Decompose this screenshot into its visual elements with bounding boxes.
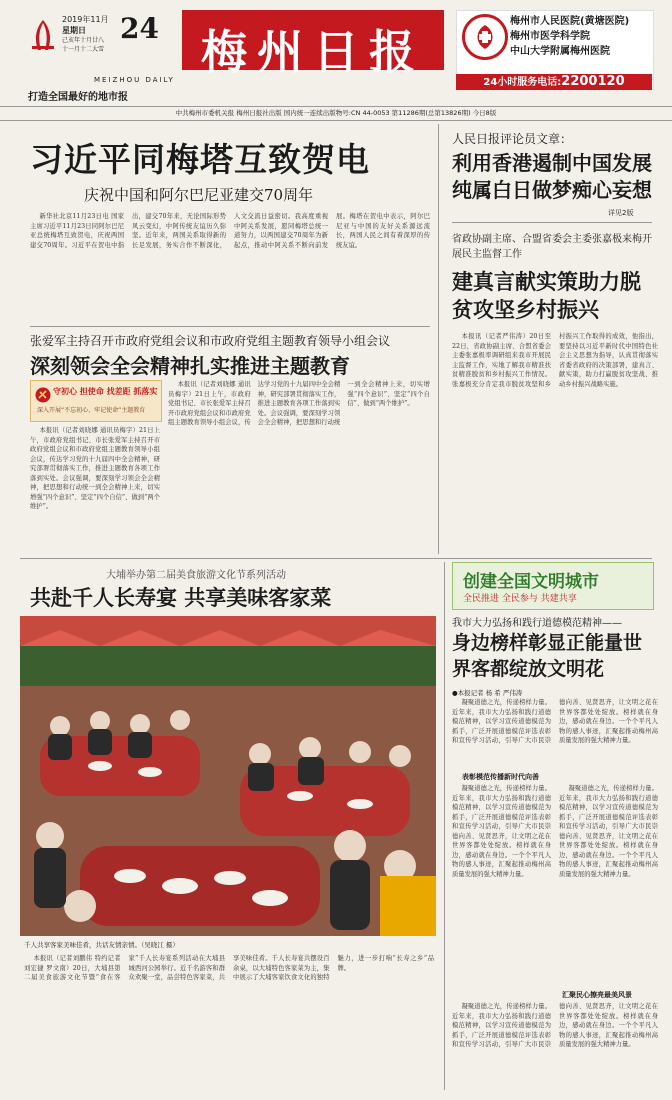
civilization-body-text: 凝聚道德之光，传递榜样力量。近年来，我市大力弘扬和践行道德模范精神，以学习宣传道德模范为抓手，广泛开展道德模范评选表彰和宣传学习活动，引导广大市民崇德向善、见贤思齐，让文明之花在世界客都处处绽放。榜样就在身边，感动就在身边。一个个平凡人物的感人事迹，汇聚起推动梅州高质量发展的强大精神力量。 bbox=[452, 699, 658, 744]
second-body-text: 本报讯（记者严伟涛）20日至22日，省政协副主席、合盟省委会主委张嘉极率调研组来我市开展民主监督工作，实地了解我市精准扶贫精准脱贫和乡村振兴工作情况。张嘉极充分肯定我市脱贫攻坚和乡村振兴工作取得的成效，他指出，要坚持以习近平新时代中国特色社会主义思想为指导，认真贯彻落实省委省政府的决策部署，建真言、献实策，助力打赢脱贫攻坚战、推动乡村振兴战略实施。 bbox=[452, 333, 658, 388]
banner-main-text: 守初心 担使命 找差距 抓落实 bbox=[53, 387, 158, 396]
lead-body bbox=[30, 212, 430, 320]
civilized-banner-main: 创建全国文明城市 bbox=[463, 572, 599, 592]
civilization-body-text-4: 凝聚道德之光，传递榜样力量。近年来，我市大力弘扬和践行道德模范精神，以学习宣传道德模范为抓手，广泛开展道德模范评选表彰和宣传学习活动，引导广大市民崇德向善、见贤思齐，让文明之花在世界客都处处绽放。榜样就在身边，感动就在身边。一个个平凡人物的感人事迹，汇聚起推动梅州高质量发展的强大精神力量。 bbox=[452, 1003, 658, 1048]
hotline-number: 2200120 bbox=[561, 74, 625, 89]
third-headline: 深刻领会全会精神扎实推进主题教育 bbox=[30, 354, 350, 378]
hospital-names bbox=[510, 14, 629, 59]
newspaper-title: 梅州日报 bbox=[201, 25, 425, 79]
column-divider bbox=[444, 562, 445, 1090]
feature-body bbox=[24, 954, 434, 1090]
second-kicker: 省政协副主席、合盟省委会主委张嘉极来梅开展民主监督工作 bbox=[452, 234, 652, 260]
masthead bbox=[0, 0, 672, 104]
civilization-headline: 身边榜样彰显正能量世界客都绽放文明花 bbox=[452, 632, 643, 680]
third-kicker: 张爱军主持召开市政府党组会议和市政府党组主题教育领导小组会议 bbox=[30, 334, 391, 348]
civilization-section-heading-1: 表彰模范传播新时代向善 bbox=[462, 773, 539, 781]
newspaper-slogan: 打造全国最好的地市报 bbox=[28, 92, 128, 103]
commentary-see-page[interactable]: 详见2版 bbox=[608, 209, 634, 217]
photo-caption: 千人共享客家美味佳肴，共话友情亲情。（吴晓江 摄） bbox=[24, 941, 179, 949]
feature-kicker: 大埔举办第二届美食旅游文化节系列活动 bbox=[106, 570, 286, 581]
commentary-headline: 利用香港遏制中国发展纯属白日做梦痴心妄想 bbox=[452, 151, 652, 202]
newspaper-title-box bbox=[182, 10, 444, 79]
second-headline: 建真言献实策助力脱贫攻坚乡村振兴 bbox=[452, 269, 641, 322]
civilization-byline: ●本报记者 杨 希 严伟涛 bbox=[452, 689, 523, 697]
publication-info-bar: 中共梅州市委机关报 梅州日报社出版 国内统一连续出版物号:CN 44-0053 第11286期(总第13826期) 今日8版 bbox=[0, 106, 672, 121]
hospital-name-1: 梅州市人民医院(黄塘医院) bbox=[510, 16, 630, 27]
civilization-body-middle bbox=[452, 784, 658, 984]
date-year-month: 2019年11月 bbox=[62, 15, 109, 24]
feature-headline: 共赴千人长寿宴 共享美味客家菜 bbox=[30, 585, 332, 610]
theme-education-banner bbox=[30, 380, 162, 422]
hospital-name-3: 中山大学附属梅州医院 bbox=[510, 46, 610, 57]
civilization-body-text-3: 凝聚道德之光，传递榜样力量。近年来，我市大力弘扬和践行道德模范精神，以学习宣传道德模范为抓手，广泛开展道德模范评选表彰和宣传学习活动，引导广大市民崇德向善、见贤思齐，让文明之花在世界客都处处绽放。榜样就在身边，感动就在身边。一个个平凡人物的感人事迹，汇聚起推动梅州高质量发展的强大精神力量。 bbox=[559, 785, 658, 878]
third-body-right bbox=[168, 380, 430, 552]
civilization-kicker: 我市大力弘扬和践行道德模范精神—— bbox=[452, 618, 622, 629]
date-block bbox=[62, 14, 109, 54]
civilization-body-text-2: 凝聚道德之光，传递榜样力量。近年来，我市大力弘扬和践行道德模范精神，以学习宣传道德模范为抓手，广泛开展道德模范评选表彰和宣传学习活动，引导广大市民崇德向善、见贤思齐，让文明之花在世界客都处处绽放。榜样就在身边，感动就在身边。一个个平凡人物的感人事迹，汇聚起推动梅州高质量发展的强大精神力量。 bbox=[452, 785, 551, 878]
hospital-hotline bbox=[456, 74, 652, 90]
commentary-kicker: 人民日报评论员文章： bbox=[452, 132, 573, 146]
lunar-date: 己亥年十月廿八 bbox=[62, 37, 105, 44]
banquet-photo bbox=[20, 616, 436, 936]
party-emblem-icon bbox=[35, 387, 51, 403]
divider bbox=[30, 326, 430, 327]
column-divider bbox=[438, 124, 439, 554]
lead-subheadline: 庆祝中国和阿尔巴尼亚建交70周年 bbox=[84, 186, 314, 204]
second-body bbox=[452, 332, 658, 552]
hospital-name-2: 梅州市医学科学院 bbox=[510, 31, 590, 42]
hotline-label: 24小时服务电话: bbox=[483, 77, 562, 88]
newspaper-pinyin: MEIZHOU DAILY bbox=[94, 76, 175, 84]
civilized-city-banner bbox=[452, 562, 654, 610]
newspaper-logo-icon bbox=[30, 18, 56, 52]
feature-body-text: 本报讯（记者刘鹏伟 特约记者刘宏捷 罗文南）20日，大埔县第二届美食旅游文化节暨“食在客家”千人长寿宴系列活动在大埔县城西河公园举行。近千名游客和群众欢聚一堂，品尝特色客家菜，共享美味佳肴。千人长寿宴共摆设百余桌，以大埔特色客家菜为主，集中展示了大埔客家饮食文化的独特魅力，进一步打响“长寿之乡”品牌。 bbox=[24, 955, 434, 981]
divider bbox=[452, 222, 652, 223]
date-weekday: 星期日 bbox=[62, 26, 86, 35]
third-body-left bbox=[30, 426, 160, 552]
civilization-body-bottom bbox=[452, 1002, 658, 1092]
banner-sub-text: 深入开展“不忘初心、牢记使命”主题教育 bbox=[37, 407, 146, 414]
hospital-logo-icon bbox=[462, 14, 508, 60]
day-number: 24 bbox=[120, 12, 159, 45]
third-body-text-continued: 本报讯（记者刘晓娜 通讯员梅宇）21日上午，市政府党组书记、市长张爱军主持召开市政府党组会议和市政府党组主题教育领导小组会议，传达学习党的十九届四中全会精神，研究部署贯彻落实工作，推进主题教育各项工作落到实处。会议强调，要深刻学习领会全会精神，把思想和行动统一到全会精神上来，切实增强“四个意识”、坚定“四个自信”、做到“两个维护”。 bbox=[168, 381, 430, 426]
civilized-banner-sub: 全民推进 全民参与 共建共享 bbox=[463, 594, 577, 604]
divider bbox=[20, 558, 652, 559]
civilization-section-heading-2: 汇聚民心擦亮最美风景 bbox=[562, 991, 632, 999]
third-body-text: 本报讯（记者刘晓娜 通讯员梅宇）21日上午，市政府党组书记、市长张爱军主持召开市政府党组会议和市政府党组主题教育领导小组会议，传达学习党的十九届四中全会精神，研究部署贯彻落实工作，推进主题教育各项工作落到实处。会议强调，要深刻学习领会全会精神，把思想和行动统一到全会精神上来，切实增强“四个意识”、坚定“四个自信”、做到“两个维护”。 bbox=[30, 427, 160, 510]
lead-body-text: 新华社北京11月23日电 国家主席习近平11月23日同阿尔巴尼亚总统梅塔互致贺电，庆祝两国建交70周年。习近平在贺电中指出，建交70年来，无论国际形势风云变幻，中阿传统友谊历久弥坚。近年来，两国关系取得新的长足发展，务实合作不断深化，人文交流日益密切。我高度重视中阿关系发展，愿同梅塔总统一道努力，以两国建交70周年为新起点，推动中阿关系不断向前发展。梅塔在贺电中表示，阿尔巴尼亚与中国的友好关系源远流长，两国人民之间有着深厚的传统友谊。 bbox=[30, 213, 430, 249]
solar-term: 十一月十二大雪 bbox=[62, 46, 105, 53]
lead-headline: 习近平同梅塔互致贺电 bbox=[30, 140, 370, 179]
civilization-body-top bbox=[452, 698, 658, 768]
